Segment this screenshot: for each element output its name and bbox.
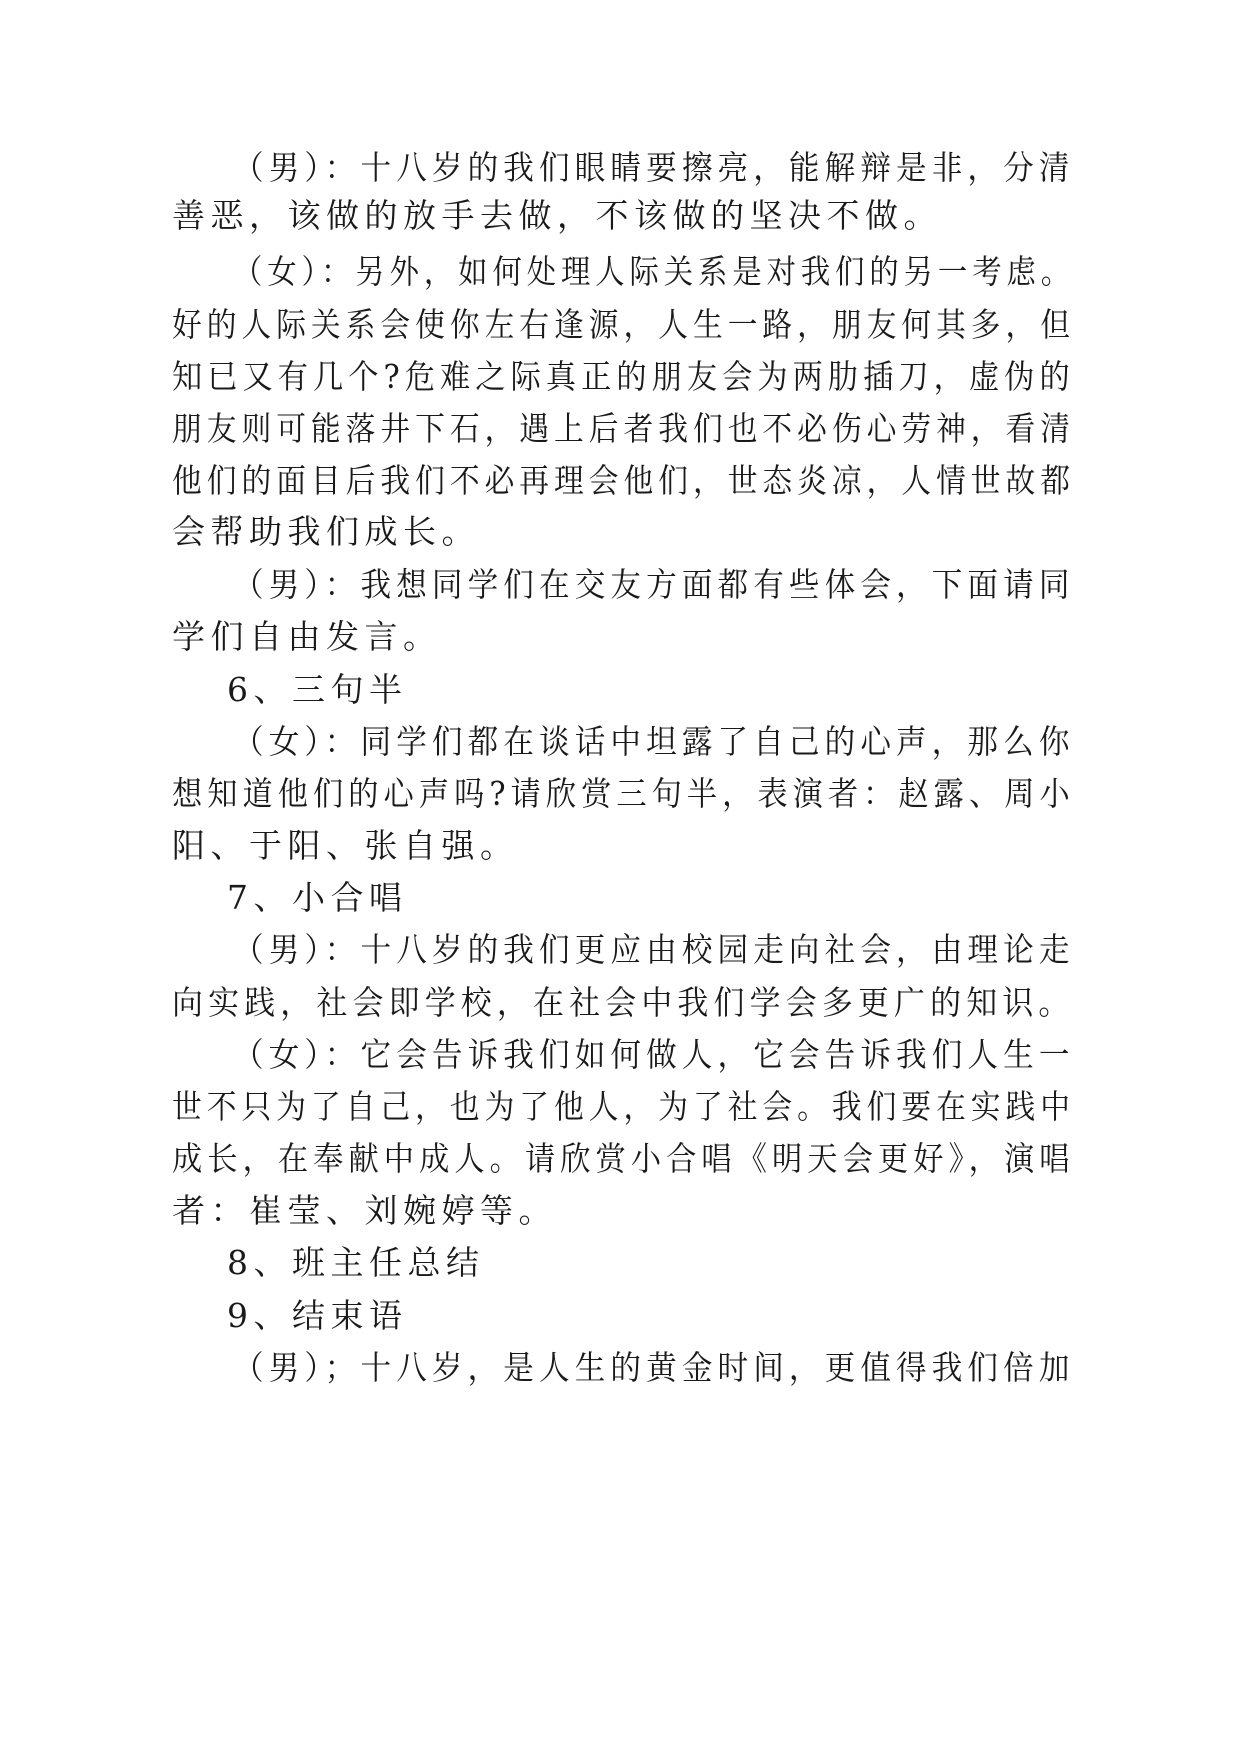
paragraph-line: 想知道他们的心声吗?请欣赏三句半，表演者：赵露、周小 xyxy=(172,774,1075,813)
paragraph-line: （女）：另外，如何处理人际关系是对我们的另一考虑。 xyxy=(233,252,1075,291)
paragraph-line: 好的人际关系会使你左右逢源，人生一路，朋友何其多，但 xyxy=(172,305,1075,344)
paragraph-line: （男）；十八岁，是人生的黄金时间，更值得我们倍加 xyxy=(233,1348,1075,1387)
paragraph-line: 知已又有几个?危难之际真正的朋友会为两肋插刀，虚伪的 xyxy=(172,357,1075,396)
section-heading: 7、小合唱 xyxy=(227,878,408,917)
paragraph-line: 世不只为了自己，也为了他人，为了社会。我们要在实践中 xyxy=(172,1087,1075,1126)
paragraph-line: 朋友则可能落井下石，遇上后者我们也不必伤心劳神，看清 xyxy=(172,409,1075,448)
paragraph-line: 善恶，该做的放手去做，不该做的坚决不做。 xyxy=(172,196,942,235)
paragraph-line: 成长，在奉献中成人。请欣赏小合唱《明天会更好》，演唱 xyxy=(172,1139,1075,1178)
paragraph-line: 阳、于阳、张自强。 xyxy=(172,826,519,865)
paragraph-line: 学们自由发言。 xyxy=(172,617,442,656)
paragraph-line: 会帮助我们成长。 xyxy=(172,512,480,551)
paragraph-line: （女）：同学们都在谈话中坦露了自己的心声，那么你 xyxy=(233,722,1075,761)
paragraph-line: 者：崔莹、刘婉婷等。 xyxy=(172,1191,557,1230)
paragraph-line: （男）：十八岁的我们更应由校园走向社会，由理论走 xyxy=(233,930,1075,969)
section-heading: 6、三句半 xyxy=(227,670,408,709)
section-heading: 8、班主任总结 xyxy=(227,1243,485,1282)
section-heading: 9、结束语 xyxy=(227,1296,408,1335)
paragraph-line: （男）：我想同学们在交友方面都有些体会，下面请同 xyxy=(233,565,1075,604)
paragraph-line: （女）：它会告诉我们如何做人，它会告诉我们人生一 xyxy=(233,1035,1075,1074)
paragraph-line: 他们的面目后我们不必再理会他们，世态炎凉，人情世故都 xyxy=(172,461,1075,500)
paragraph-line: 向实践，社会即学校，在社会中我们学会多更广的知识。 xyxy=(172,983,1075,1022)
paragraph-line: （男）：十八岁的我们眼睛要擦亮，能解辩是非，分清 xyxy=(233,148,1075,187)
